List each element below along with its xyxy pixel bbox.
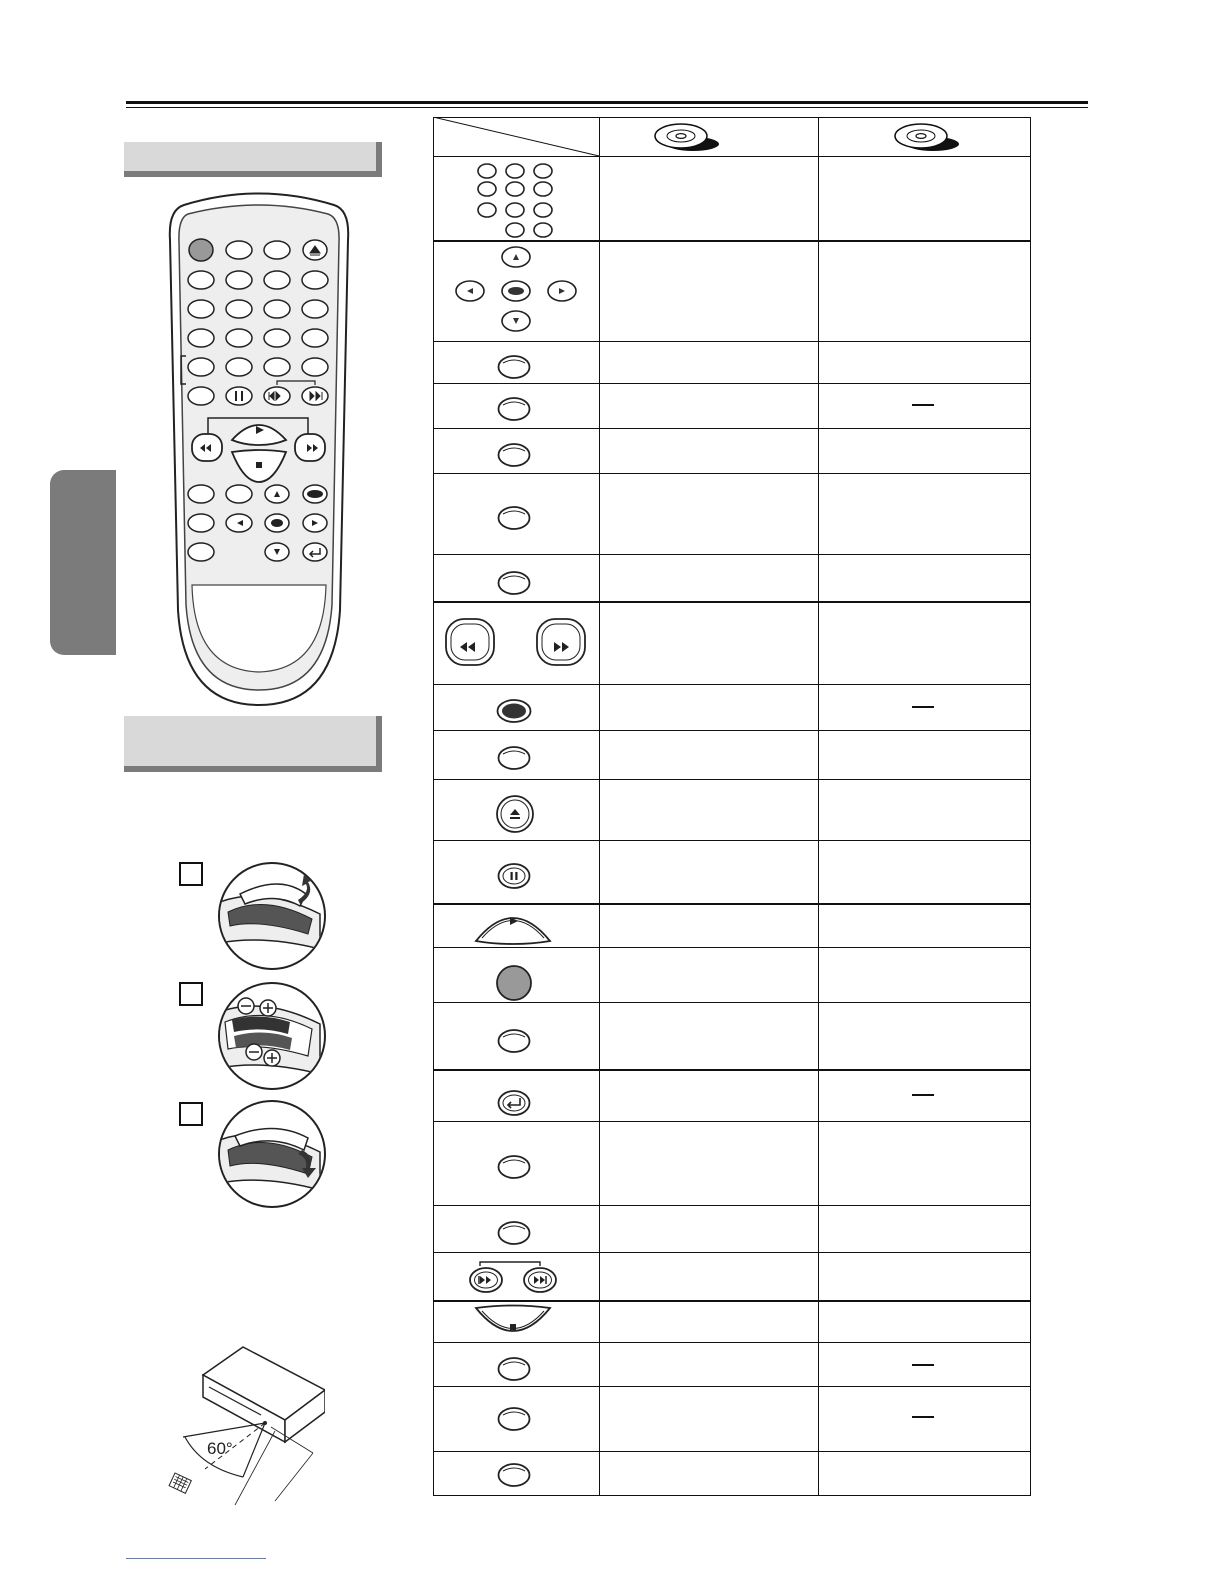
row-divider bbox=[433, 1121, 1031, 1122]
remote-section-banner bbox=[124, 142, 382, 177]
step-box-3 bbox=[179, 1102, 203, 1126]
remote-control-figure bbox=[164, 190, 354, 710]
row-divider bbox=[433, 383, 1031, 384]
table-col-divider-1 bbox=[599, 117, 600, 1496]
open-battery-cover-figure bbox=[218, 862, 326, 970]
row-divider bbox=[433, 1300, 1031, 1302]
row-divider bbox=[433, 156, 1031, 157]
oval-button-icon bbox=[497, 442, 531, 468]
row-divider bbox=[433, 1205, 1031, 1206]
not-available-dash bbox=[912, 1364, 934, 1366]
oval-button-icon bbox=[497, 745, 531, 771]
row-divider bbox=[433, 1252, 1031, 1253]
skip-buttons-icon bbox=[468, 1258, 558, 1296]
pause-button-icon bbox=[497, 862, 531, 890]
not-available-dash bbox=[912, 1416, 934, 1418]
close-battery-cover-figure bbox=[218, 1100, 326, 1208]
numeric-keypad-icon bbox=[476, 161, 556, 239]
oval-button-icon bbox=[497, 396, 531, 422]
angle-label: 60° bbox=[207, 1439, 233, 1458]
not-available-dash bbox=[912, 706, 934, 708]
header-diagonal bbox=[433, 117, 600, 157]
oval-button-icon bbox=[497, 1154, 531, 1180]
return-button-icon bbox=[497, 1089, 531, 1117]
row-divider bbox=[433, 684, 1031, 685]
oval-button-icon bbox=[497, 570, 531, 596]
row-divider bbox=[433, 947, 1031, 948]
table-col-divider-2 bbox=[818, 117, 819, 1496]
row-divider bbox=[433, 1002, 1031, 1003]
battery-section-banner bbox=[124, 716, 382, 772]
row-divider bbox=[433, 730, 1031, 731]
dvd-disc-icon bbox=[653, 122, 721, 152]
footer-rule bbox=[126, 1558, 266, 1559]
row-divider bbox=[433, 428, 1031, 429]
row-divider bbox=[433, 601, 1031, 603]
enter-button-icon bbox=[496, 698, 532, 724]
rewind-button-icon bbox=[444, 617, 496, 669]
row-divider bbox=[433, 1069, 1031, 1071]
row-divider bbox=[433, 341, 1031, 342]
oval-button-icon bbox=[497, 1406, 531, 1432]
row-divider bbox=[433, 779, 1031, 780]
eject-button-icon bbox=[495, 794, 535, 834]
oval-button-icon bbox=[497, 505, 531, 531]
row-divider bbox=[433, 1451, 1031, 1452]
side-tab bbox=[50, 470, 116, 655]
insert-batteries-figure bbox=[218, 982, 326, 1090]
oval-button-icon bbox=[497, 354, 531, 380]
stop-button-icon bbox=[473, 1304, 553, 1340]
play-button-icon bbox=[473, 909, 553, 945]
row-divider bbox=[433, 473, 1031, 474]
header-rule-thin bbox=[126, 107, 1088, 108]
oval-button-icon bbox=[497, 1028, 531, 1054]
cursor-keys-icon bbox=[454, 245, 578, 333]
step-box-1 bbox=[179, 862, 203, 886]
oval-button-icon bbox=[497, 1462, 531, 1488]
remote-range-figure bbox=[165, 1345, 325, 1515]
oval-button-icon bbox=[497, 1356, 531, 1382]
row-divider bbox=[433, 903, 1031, 905]
cd-disc-icon bbox=[893, 122, 961, 152]
forward-button-icon bbox=[535, 617, 587, 669]
row-divider bbox=[433, 240, 1031, 242]
not-available-dash bbox=[912, 404, 934, 406]
not-available-dash bbox=[912, 1094, 934, 1096]
row-divider bbox=[433, 1342, 1031, 1343]
header-rule-thick bbox=[126, 101, 1088, 104]
row-divider bbox=[433, 1386, 1031, 1387]
row-divider bbox=[433, 554, 1031, 555]
oval-button-icon bbox=[497, 1220, 531, 1246]
step-box-2 bbox=[179, 982, 203, 1006]
power-button-icon bbox=[495, 964, 533, 1002]
row-divider bbox=[433, 840, 1031, 841]
